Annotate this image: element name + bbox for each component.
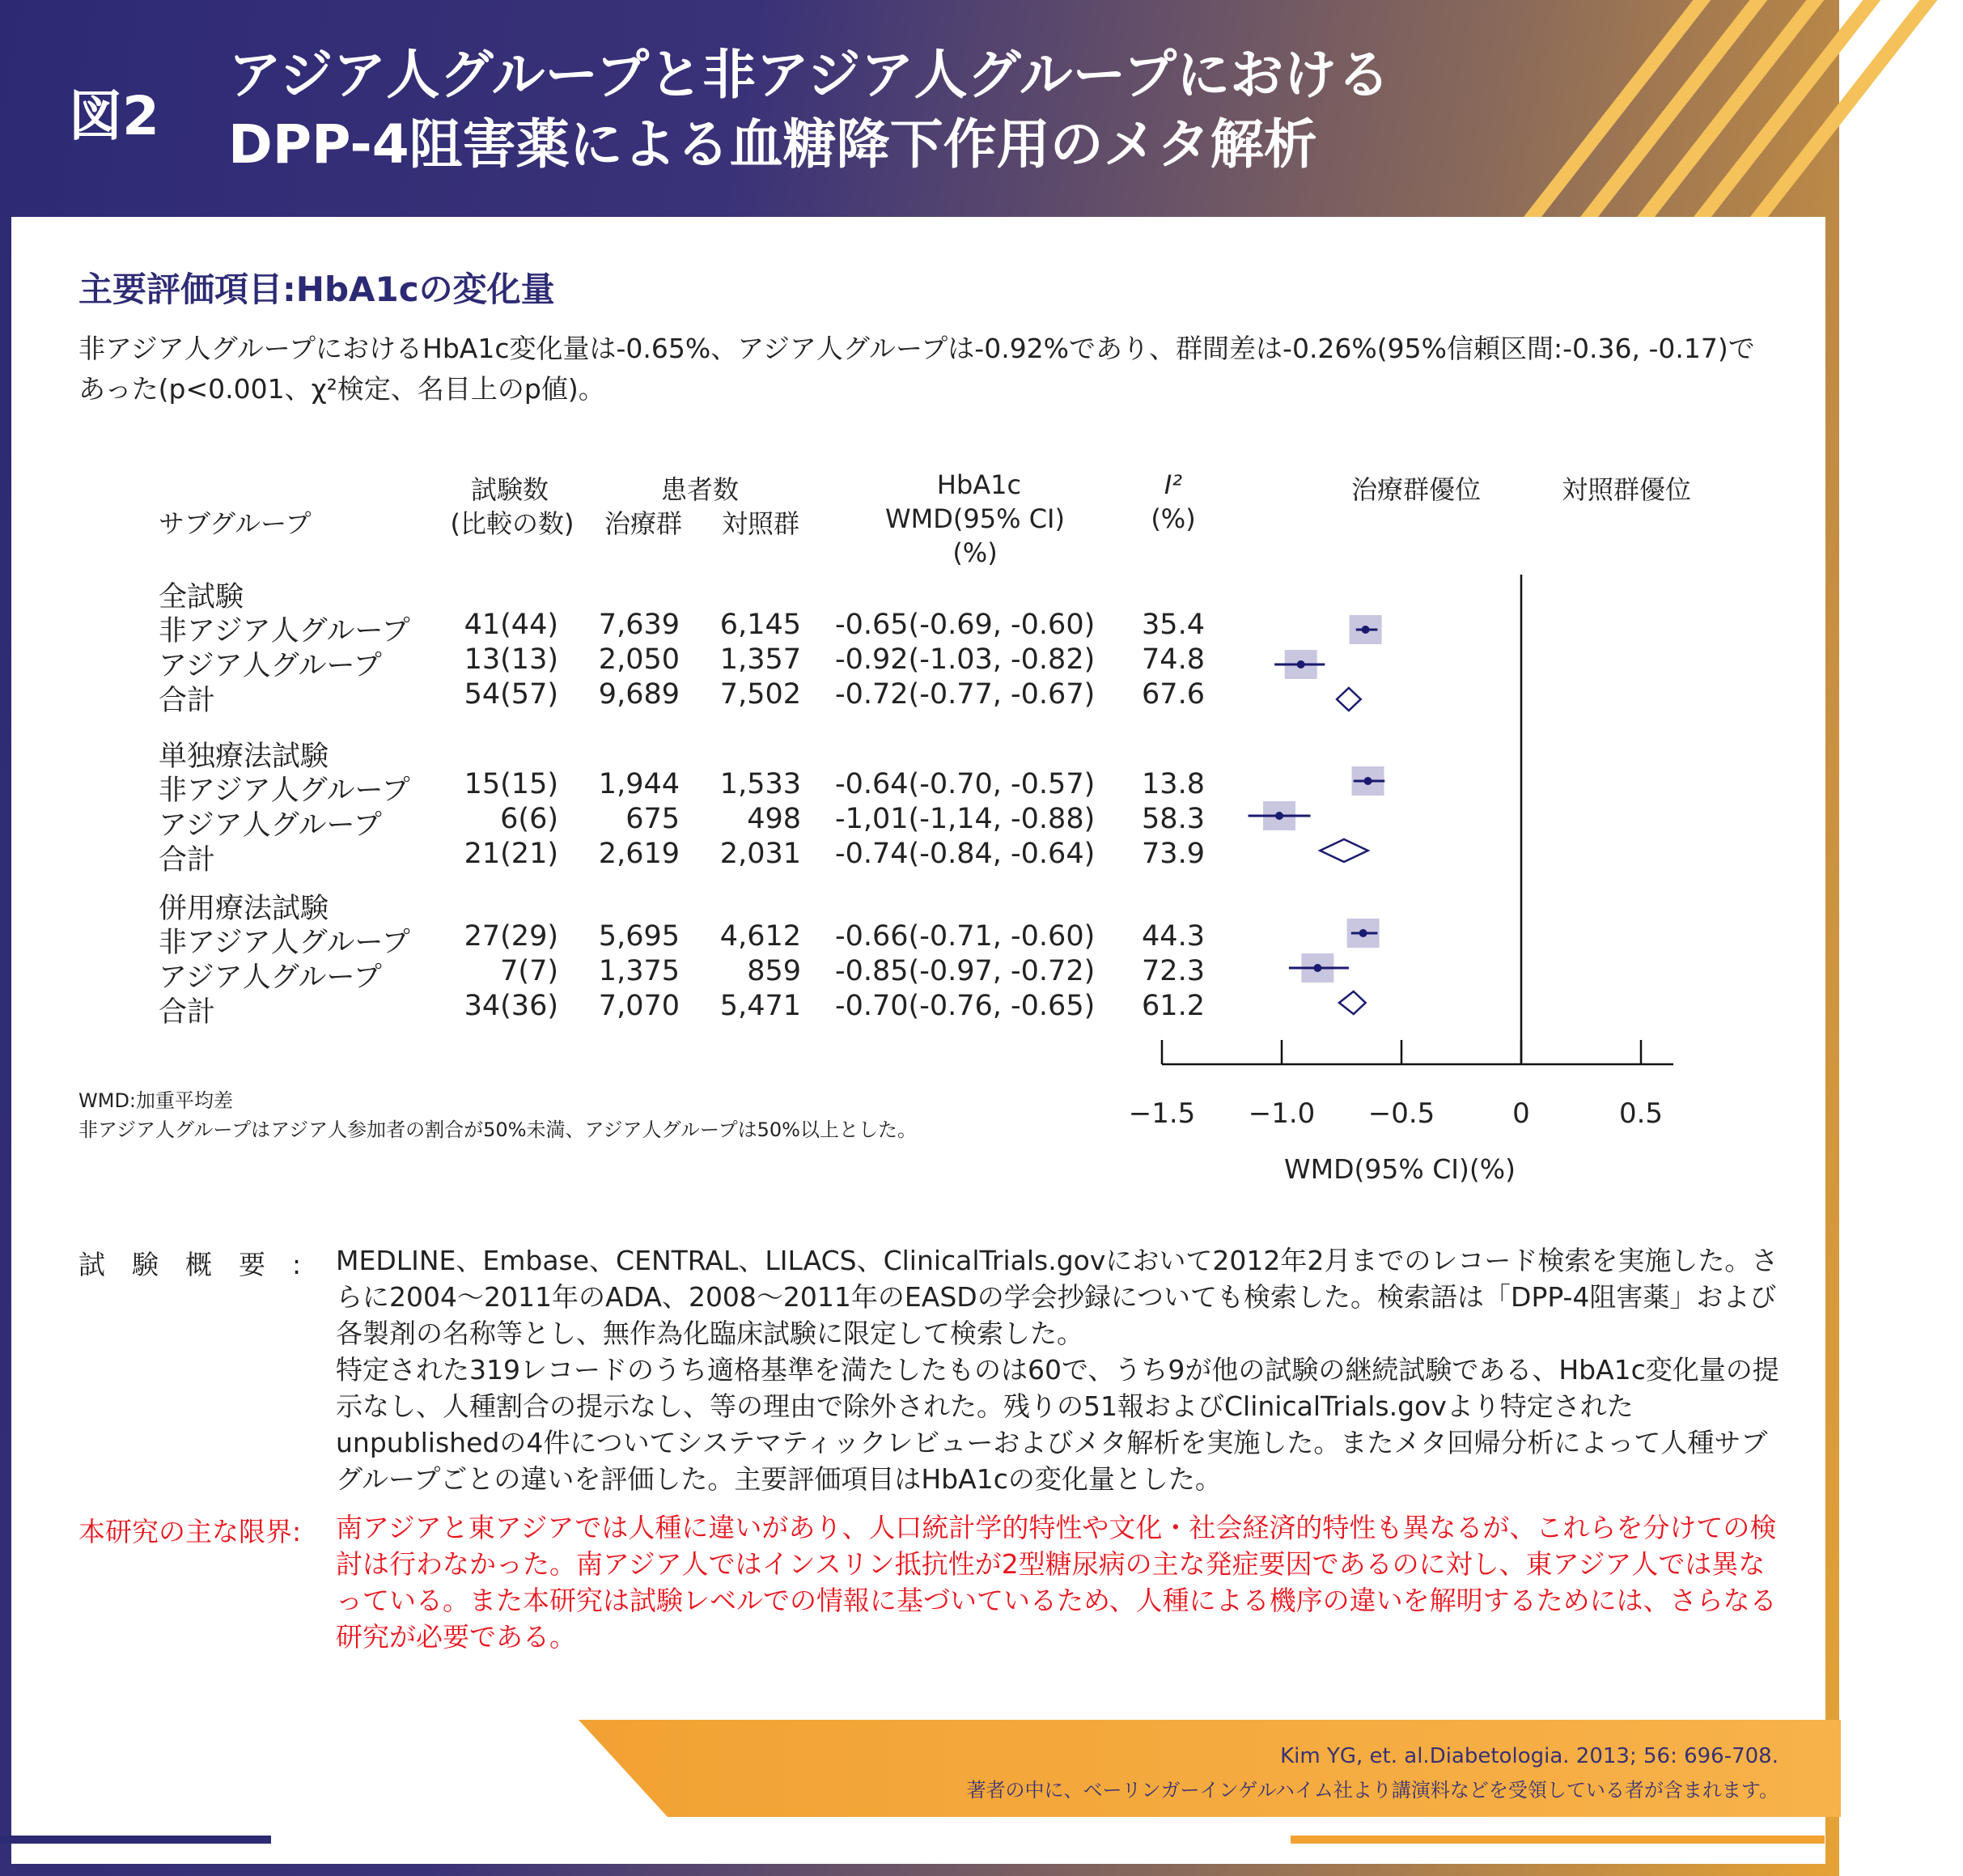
summary-line-1: 非アジア人グループにおけるHbA1c変化量は-0.65%、アジア人グループは-0.92%であり、群間差は-0.26%(95%信頼区間:-0.36, -0.17)で [78, 333, 1755, 364]
row-name: アジア人グループ [159, 809, 382, 842]
header-wmd-unit: (%) [952, 537, 998, 568]
note-wmd: WMD:加重平均差 [78, 1089, 234, 1112]
title-line-1: アジア人グループと非アジア人グループにおける [228, 44, 1391, 106]
row-name: 合計 [159, 685, 216, 717]
footer-band [579, 1720, 1841, 1817]
pooled-diamond [1339, 991, 1366, 1014]
header-control: 対照群 [721, 508, 799, 539]
row-control: 5,471 [719, 990, 801, 1022]
x-tick-label: −0.5 [1367, 1097, 1435, 1130]
row-wmd: -0.66(-0.71, -0.60) [835, 920, 1096, 953]
point-estimate [1275, 812, 1283, 820]
footer-bar-right [1291, 1836, 1825, 1844]
header-favors-control: 対照群優位 [1561, 474, 1691, 505]
row-i2: 67.6 [1142, 678, 1205, 711]
row-i2: 13.8 [1142, 768, 1205, 800]
note-definition: 非アジア人グループはアジア人参加者の割合が50%未満、アジア人グループは50%以上とした。 [78, 1118, 917, 1141]
header-patients: 患者数 [660, 474, 739, 505]
row-wmd: -0.85(-0.97, -0.72) [835, 955, 1096, 987]
row-trials: 21(21) [464, 838, 558, 870]
row-wmd: -0.65(-0.69, -0.60) [835, 609, 1096, 641]
row-i2: 35.4 [1142, 609, 1205, 641]
overview-paragraph-2: 特定された319レコードのうち適格基準を満たしたものは60で、うち9が他の試験の継続試験である、HbA1c変化量の提示なし、人種割合の提示なし、等の理由で除外された。残りの51報およびClinicalTrials.govより特定されたunpublishedの4件についてシステマティックレビューおよびメタ解析を実施した。またメタ回帰分析によって人種サブグループごとの違いを評価した。主要評価項目はHbA1cの変化量とした。 [336, 1354, 1779, 1495]
figure-number: 図2 [69, 85, 159, 147]
row-i2: 74.8 [1142, 643, 1205, 676]
row-i2: 72.3 [1142, 955, 1205, 987]
row-treated: 9,689 [598, 678, 680, 711]
limitations-label: 本研究の主な限界: [78, 1516, 302, 1547]
header-trials: 試験数 [470, 474, 549, 505]
header-trials-sub: (比較の数) [450, 508, 574, 539]
point-estimate [1359, 929, 1367, 937]
summary-line-2: あった(p<0.001、χ²検定、名目上のp値)。 [78, 373, 605, 405]
x-axis-label: WMD(95% CI)(%) [1284, 1153, 1516, 1185]
disclosure: 著者の中に、ベーリンガーインゲルハイム社より講演料などを受領している者が含まれます。 [966, 1779, 1779, 1802]
point-estimate [1313, 964, 1321, 972]
row-wmd: -0.74(-0.84, -0.64) [835, 838, 1096, 870]
row-control: 859 [747, 955, 801, 987]
title-line-2: DPP-4阻害薬による血糖降下作用のメタ解析 [228, 113, 1317, 176]
limitations-text: 南アジアと東アジアでは人種に違いがあり、人口統計学的特性や文化・社会経済的特性も異なるが、これらを分けての検討は行わなかった。南アジア人ではインスリン抵抗性が2型糖尿病の主な発症要因であるのに対し、東アジア人では異なっている。また本研究は試験レベルでの情報に基づいているため、人種による機序の違いを解明するためには、さらなる研究が必要である。 [336, 1512, 1777, 1653]
group-label: 全試験 [159, 581, 244, 613]
row-name: 合計 [159, 996, 216, 1029]
pooled-diamond [1337, 688, 1361, 711]
point-estimate [1362, 626, 1370, 634]
row-trials: 15(15) [464, 768, 558, 800]
row-treated: 675 [625, 803, 680, 835]
row-control: 4,612 [719, 920, 801, 953]
point-estimate [1364, 777, 1372, 785]
row-treated: 1,944 [598, 768, 680, 800]
row-i2: 58.3 [1142, 803, 1205, 835]
reference: Kim YG, et. al.Diabetologia. 2013; 56: 696-708. [1280, 1744, 1779, 1768]
row-trials: 13(13) [464, 643, 558, 676]
summary-text [78, 329, 1786, 410]
row-trials: 41(44) [464, 609, 558, 641]
row-treated: 7,070 [598, 990, 680, 1022]
row-wmd: -0.92(-1.03, -0.82) [835, 643, 1096, 676]
row-treated: 5,695 [598, 920, 680, 953]
x-tick-label: −1.5 [1128, 1097, 1196, 1130]
x-tick-label: 0.5 [1618, 1097, 1664, 1130]
forest-plot [1128, 558, 1699, 1141]
row-control: 7,502 [719, 678, 801, 711]
row-control: 1,357 [719, 643, 801, 676]
header-hba1c: HbA1c [936, 469, 1022, 500]
row-control: 498 [747, 803, 801, 835]
footer-bar-left [0, 1836, 271, 1844]
row-name: 合計 [159, 844, 216, 876]
header-subgroup: サブグループ [159, 508, 312, 539]
row-trials: 27(29) [464, 920, 558, 953]
decorative-stripes [1499, 0, 1839, 217]
row-i2: 73.9 [1142, 838, 1205, 870]
section-title: 主要評価項目:HbA1cの変化量 [78, 270, 555, 309]
row-control: 2,031 [719, 838, 801, 870]
row-wmd: -0.72(-0.77, -0.67) [835, 678, 1096, 711]
group-label: 単独療法試験 [159, 741, 329, 773]
overview-label: 試 験 概 要 : [78, 1249, 302, 1280]
figure-title [228, 40, 1390, 180]
x-tick-label: 0 [1512, 1097, 1530, 1130]
row-wmd: -0.64(-0.70, -0.57) [835, 768, 1096, 800]
header-wmd: WMD(95% CI) [885, 503, 1065, 534]
row-trials: 34(36) [464, 990, 558, 1022]
row-treated: 2,619 [598, 838, 680, 870]
row-name: 非アジア人グループ [159, 927, 410, 959]
row-control: 1,533 [719, 768, 801, 800]
row-wmd: -0.70(-0.76, -0.65) [835, 990, 1096, 1022]
header-i2: I² [1164, 469, 1183, 500]
row-name: アジア人グループ [159, 650, 382, 682]
row-name: アジア人グループ [159, 961, 382, 994]
row-i2: 44.3 [1142, 920, 1205, 953]
header-i2-unit: (%) [1151, 503, 1196, 534]
row-treated: 2,050 [598, 643, 680, 676]
row-i2: 61.2 [1142, 990, 1205, 1022]
group-label: 併用療法試験 [159, 893, 329, 925]
row-trials: 6(6) [500, 803, 558, 835]
pooled-diamond [1320, 839, 1367, 862]
row-trials: 54(57) [464, 678, 558, 711]
row-trials: 7(7) [500, 955, 558, 987]
row-control: 6,145 [719, 609, 801, 641]
row-treated: 7,639 [598, 609, 680, 641]
row-name: 非アジア人グループ [159, 615, 410, 647]
header-treated: 治療群 [604, 508, 682, 539]
overview-paragraph-1: MEDLINE、Embase、CENTRAL、LILACS、ClinicalTrials.govにおいて2012年2月までのレコード検索を実施した。さらに2004～2011年のADA、2008～2011年のEASDの学会抄録についても検索した。検索語は「DPP-4阻害薬」および各製剤の名称等とし、無作為化臨床試験に限定して検索した。 [336, 1245, 1779, 1349]
x-tick-label: −1.0 [1248, 1097, 1316, 1130]
header-favors-treatment: 治療群優位 [1350, 474, 1481, 505]
row-wmd: -1,01(-1,14, -0.88) [835, 803, 1096, 835]
row-name: 非アジア人グループ [159, 775, 410, 807]
row-treated: 1,375 [598, 955, 680, 987]
point-estimate [1297, 660, 1305, 668]
